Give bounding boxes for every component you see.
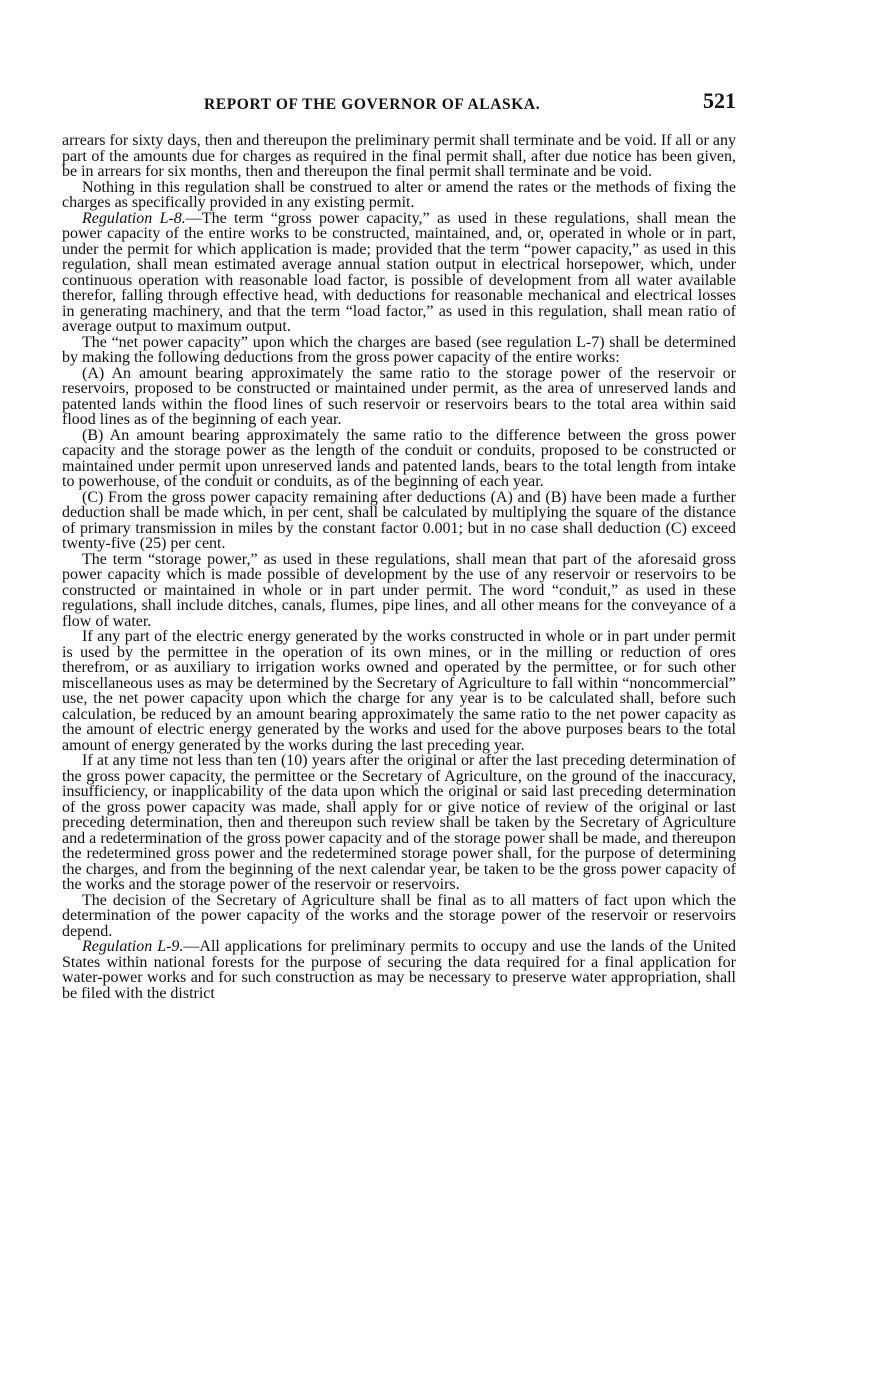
paragraph: Regulation L-8.—The term “gross power capacity,” as used in these regulations, shall mean the power capacity of the entire works to be constructed, maintained, and, or, operated in whole or in part, under the permit for which application is made; provided that the term “power capacity,” as used in this regulation, shall mean estimated average annual station output in electrical horsepower, which, under continuous operation with reasonable load factor, is possible of development from all water available therefor, falling through effective head, with deductions for reasonable mechanical and electrical losses in generating machinery, and that the term “load factor,” as used in this regulation, shall mean ratio of average output to maximum output. [62, 209, 737, 335]
paragraph: (B) An amount bearing approximately the same ratio to the difference between the gross power capacity and the storage power as the length of the conduit or conduits, proposed to be constructed or maintained under permit upon unreserved lands and patented lands, bears to the total length from intake to powerhouse, of the conduit or conduits, as of the beginning of each year. [62, 426, 736, 490]
body-text [62, 133, 736, 1001]
paragraph: Regulation L-9.—All applications for preliminary permits to occupy and use the lands of the United States within national forests for the purpose of securing the data required for a final application for water-power works and for such construction as may be necessary to preserve water appropriation, shall be filed with the district [62, 938, 736, 1002]
running-head: REPORT OF THE GOVERNOR OF ALASKA. [204, 96, 541, 113]
paragraph: (A) An amount bearing approximately the same ratio to the storage power of the reservoir or reservoirs, proposed to be constructed or maintained under permit, as the area of unreserved lands and patented lands within the flood lines of such reservoir or reservoirs bears to the total area within said flood lines as of the beginning of each year. [62, 364, 736, 428]
paragraph: (C) From the gross power capacity remaining after deductions (A) and (B) have been made a further deduction shall be made which, in per cent, shall be calculated by multiplying the square of the distance of primary transmission in miles by the constant factor 0.001; but in no case shall deduction (C) exceed twenty-five (25) per cent. [62, 488, 736, 552]
paragraph: arrears for sixty days, then and thereupon the preliminary permit shall terminate and be void. If all or any part of the amounts due for charges as required in the final permit shall, after due notice has been given, be in arrears for six months, then and thereupon the final permit shall terminate and be void. [62, 132, 736, 180]
paragraph: The term “storage power,” as used in these regulations, shall mean that part of the aforesaid gross power capacity which is made possible of development by the use of any reservoir or reservoirs to be constructed or maintained in whole or in part under permit. The word “conduit,” as used in these regulations, shall include ditches, canals, flumes, pipe lines, and all other means for the conveyance of a flow of water. [62, 550, 736, 630]
page-header [62, 88, 736, 128]
paragraph: The “net power capacity” upon which the charges are based (see regulation L-7) shall be determined by making the following deductions from the gross power capacity of the entire works: [62, 333, 736, 366]
document-page [62, 88, 736, 1001]
regulation-label: Regulation L-9. [82, 938, 184, 955]
paragraph: If any part of the electric energy generated by the works constructed in whole or in part under permit is used by the permittee in the operation of its own mines, or in the milling or reduction of ores therefrom, or as auxiliary to irrigation works owned and operated by the permittee, or for such other miscellaneous uses as may be determined by the Secretary of Agriculture to fall within “noncommercial” use, the net power capacity upon which the charge for any year is to be calculated shall, before such calculation, be reduced by an amount bearing approximately the same ratio to the net power capacity as the amount of electric energy generated by the works and used for the above purposes bears to the total amount of energy generated by the works during the last preceding year. [62, 628, 736, 754]
page-number: 521 [703, 88, 736, 113]
paragraph: If at any time not less than ten (10) years after the original or after the last preceding determination of the gross power capacity, the permittee or the Secretary of Agriculture, on the ground of the inaccuracy, insufficiency, or inapplicability of the data upon which the original or said last preceding determination of the gross power capacity was made, shall apply for or give notice of review of the original or last preceding determination, then and thereupon such review shall be taken by the Secretary of Agriculture and a redetermination of the gross power capacity and of the storage power shall be made, and thereupon the redetermined gross power and the redetermined storage power shall, for the purpose of determining the charges, and from the beginning of the next calendar year, be taken to be the gross power capacity of the works and the storage power of the reservoir or reservoirs. [62, 752, 736, 893]
regulation-label: Regulation L-8. [82, 209, 186, 227]
paragraph: The decision of the Secretary of Agriculture shall be final as to all matters of fact upon which the determination of the power capacity of the works and the storage power of the reservoir or reservoirs depend. [62, 891, 736, 940]
paragraph: Nothing in this regulation shall be construed to alter or amend the rates or the methods of fixing the charges as specifically provided in any existing permit. [62, 178, 736, 211]
